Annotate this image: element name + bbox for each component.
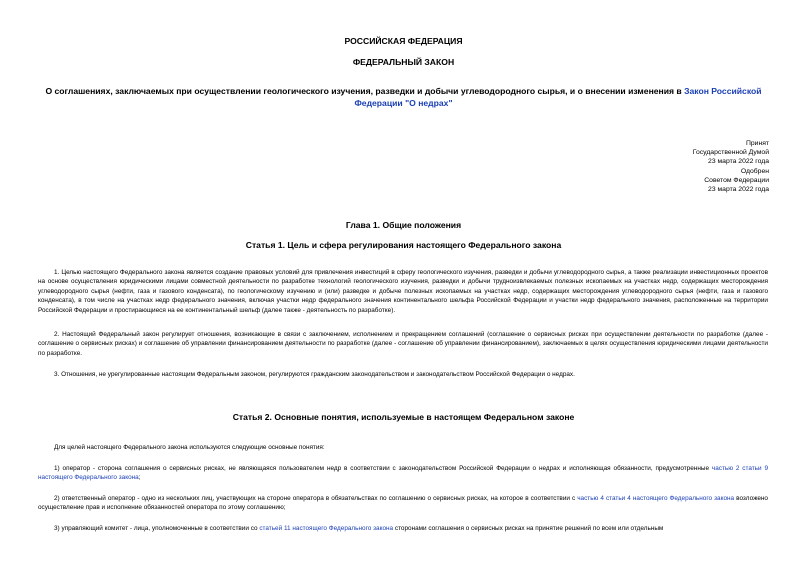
definition-1 bbox=[38, 464, 768, 483]
definition-2 bbox=[38, 494, 768, 513]
definition-3-text: 3) управляющий комитет - лица, уполномоченные в соответствии со bbox=[54, 525, 260, 532]
law-title-link[interactable]: Закон Российской Федерации "О недрах" bbox=[354, 86, 762, 108]
law-title bbox=[40, 85, 767, 109]
article2-heading: Статья 2. Основные понятия, используемые в настоящем Федеральном законе bbox=[232, 412, 575, 422]
article1-heading: Статья 1. Цель и сфера регулирования настоящего Федерального закона bbox=[245, 240, 562, 250]
chapter-heading: Глава 1. Общие положения bbox=[345, 220, 462, 230]
definition-3 bbox=[38, 524, 768, 533]
adoption-block bbox=[693, 139, 769, 194]
definition-2-text: 2) ответственный оператор - одно из нескольких лиц, участвующих на стороне оператора в обязательствах по соглашению о сервисных рисках, на которое в соответствии с bbox=[54, 495, 578, 502]
definition-2-link[interactable]: частью 4 статьи 4 настоящего Федерального закона bbox=[577, 495, 735, 502]
adoption-line: Государственной Думой bbox=[692, 149, 769, 157]
definition-1-end: ; bbox=[138, 474, 141, 482]
article1-paragraph-2: 2. Настоящий Федеральный закон регулирует отношения, возникающие в связи с заключением, исполнением и прекращением соглашений (соглашение о сервисных рисках при осуществлении деятельности по разработке (далее - соглашение о сервисных рисках) и соглашение об управлении финансированием деятельности по разработке (далее - соглашение об управлении финансированием), заключаемых в целях осуществления юридическими лицами деятельности по разработке. bbox=[38, 331, 768, 357]
article2-intro: Для целей настоящего Федерального закона используются следующие основные понятия: bbox=[54, 444, 325, 451]
country-heading: РОССИЙСКАЯ ФЕДЕРАЦИЯ bbox=[344, 36, 463, 46]
definition-1-text: 1) оператор - сторона соглашения о сервисных рисках, не являющаяся пользователем недр в соответствии с законодательством Российской Федерации о недрах и исполняющая обязанности, предусмотренные bbox=[54, 465, 712, 472]
adoption-line: Одобрен bbox=[740, 167, 769, 175]
definition-1-link[interactable]: частью 2 статьи 9 настоящего Федерального закона bbox=[38, 465, 769, 482]
law-type-heading: ФЕДЕРАЛЬНЫЙ ЗАКОН bbox=[352, 57, 455, 67]
article1-paragraph-3: 3. Отношения, не урегулированные настоящим Федеральным законом, регулируются гражданским законодательством и законодательством Российской Федерации о недрах. bbox=[54, 371, 575, 378]
adoption-line: Советом Федерации bbox=[704, 176, 769, 184]
definition-2-end: возложено осуществление прав и исполнение обязанностей оператора по этому соглашению; bbox=[38, 495, 768, 512]
adoption-line: Принят bbox=[745, 140, 769, 147]
definition-3-link[interactable]: статьей 11 настоящего Федерального закона bbox=[259, 525, 394, 532]
law-title-text: О соглашениях, заключаемых при осуществлении геологического изучения, разведки и добычи углеводородного сырья, и о внесении изменения в bbox=[45, 86, 685, 96]
definition-3-end: сторонами соглашения о сервисных рисках на принятие решений по всем или отдельным bbox=[393, 525, 664, 532]
adoption-line: 23 марта 2022 года bbox=[708, 158, 769, 166]
adoption-line: 23 марта 2022 года bbox=[708, 186, 769, 194]
article1-paragraph-1: 1. Целью настоящего Федерального закона является создание правовых условий для привлечения инвестиций в сферу геологического изучения, разведки и добычи углеводородного сырья, а также реализации инвестиционных проектов на основе осуществления юридическими лицами совместной деятельности по разработке технологий геологического изучения, разведки и добычи трудноизвлекаемых полезных ископаемых на участках недр, содержащих месторождения углеводородного сырья (нефти, газа и газового конденсата), по геологическому изучению и (или) разведке и добыче полезных ископаемых на участках недр, содержащих месторождения углеводородного сырья (нефти, газа и газового конденсата), в том числе на участках недр федерального значения, включая участки недр федерального значения континентального шельфа Российской Федерации и участки недр федерального значения, расположенные на территории Российской Федерации и простирающиеся на ее континентальный шельф (далее также - деятельность по разработке). bbox=[38, 269, 768, 314]
